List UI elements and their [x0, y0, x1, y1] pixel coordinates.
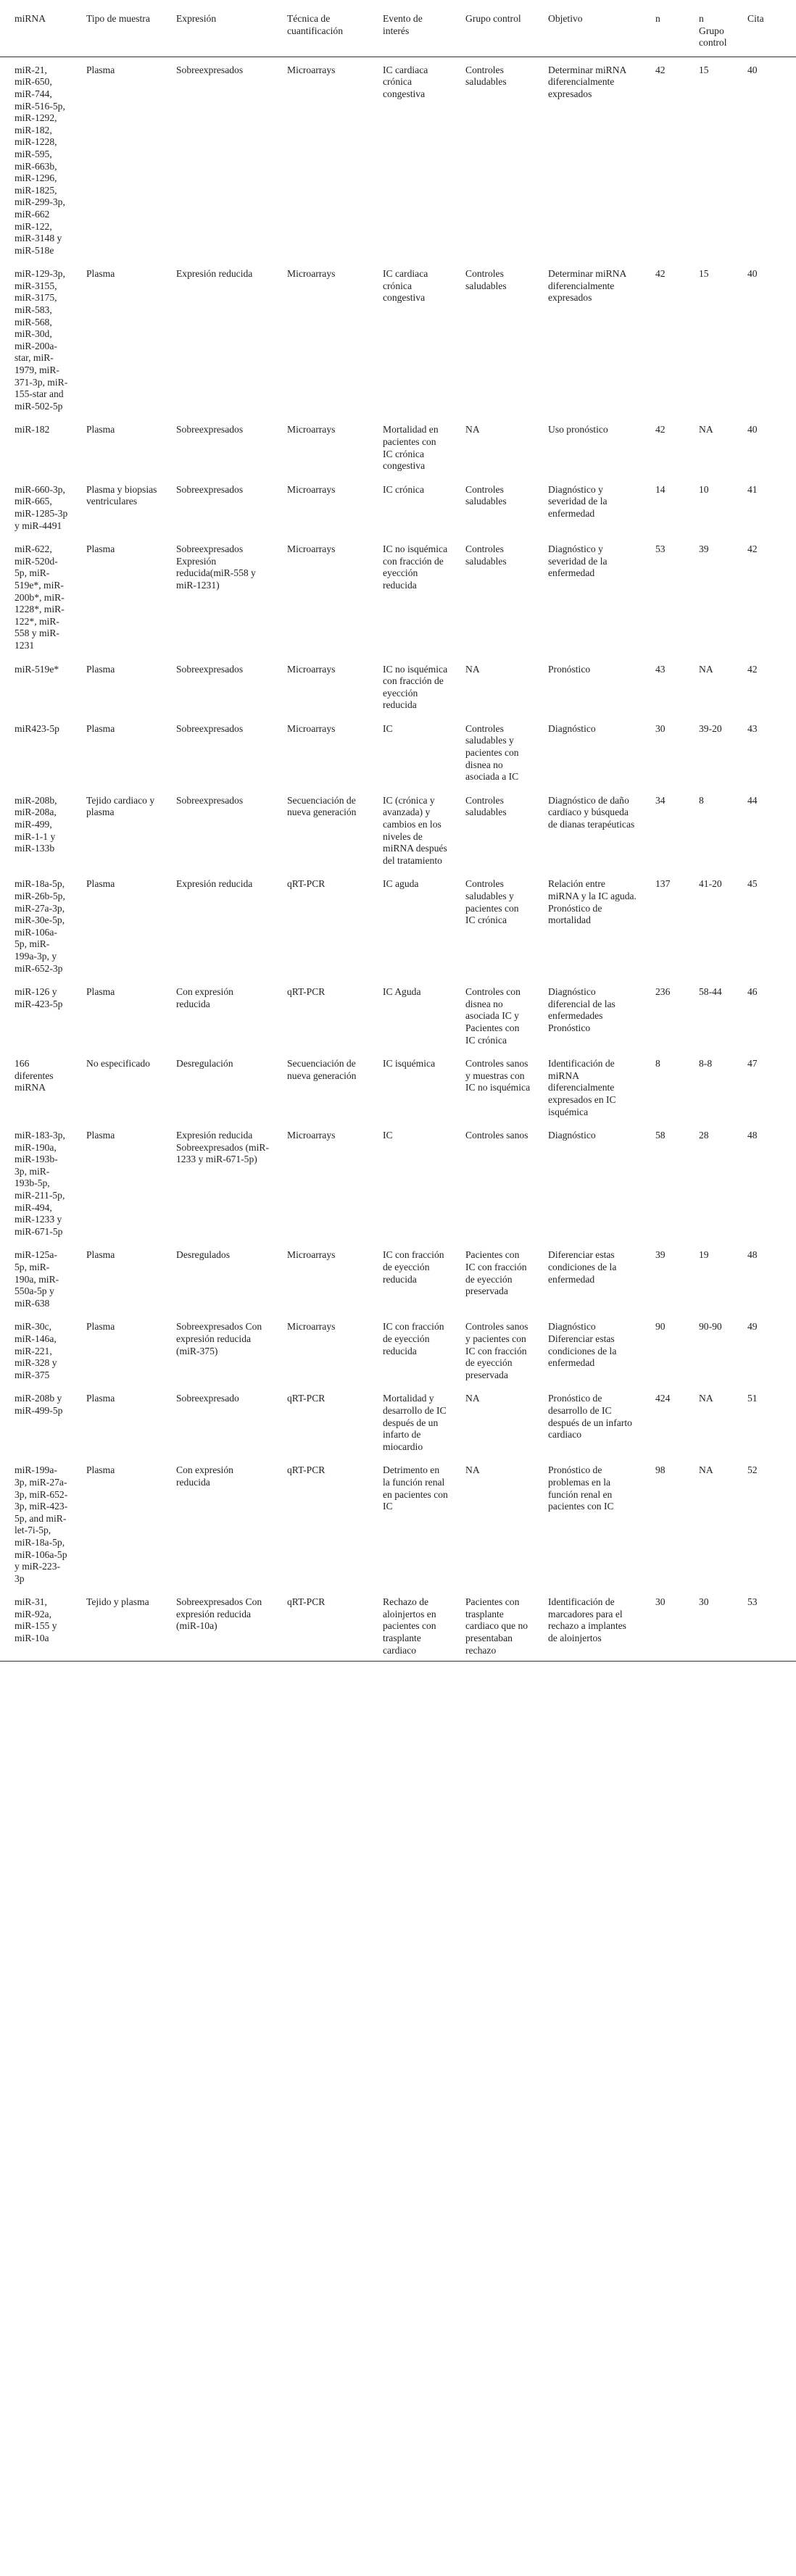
table-row [0, 477, 796, 536]
cell-n-grupo-control: 90-90 [699, 1321, 722, 1333]
cell-evento: Mortalidad en pacientes con IC crónica congestiva [383, 424, 439, 472]
cell-tecnica: Microarrays [287, 1249, 336, 1261]
cell-n-grupo-control: NA [699, 424, 713, 435]
cell-grupo-control: NA [465, 424, 480, 435]
header-objetivo: Objetivo [534, 6, 641, 57]
cell-grupo-control: Controles saludables [465, 543, 507, 567]
cell-n: 424 [655, 1393, 671, 1404]
cell-objetivo: Pronóstico [548, 663, 591, 675]
cell-mirna: miR-622, miR-520d-5p, miR-519e*, miR-200b*, miR-1228*, miR-122*, miR-558 y miR-1231 [14, 543, 65, 651]
cell-tecnica: Microarrays [287, 1130, 336, 1141]
cell-evento: IC con fracción de eyección reducida [383, 1249, 444, 1285]
cell-n-grupo-control: 41-20 [699, 878, 722, 890]
cell-objetivo: Determinar miRNA diferencialmente expresados [548, 64, 626, 99]
cell-n: 90 [655, 1321, 666, 1333]
cell-mirna: miR-31, miR-92a, miR-155 y miR-10a [0, 1589, 72, 1661]
cell-n-grupo-control: NA [699, 663, 713, 675]
cell-cita: 40 [747, 424, 758, 435]
cell-grupo-control: Pacientes con trasplante cardiaco que no presentaban rechazo [451, 1589, 534, 1661]
table-row [0, 1457, 796, 1589]
cell-expresion: Sobreexpresados Con expresión reducida (miR-10a) [162, 1589, 273, 1661]
cell-mirna: miR-660-3p, miR-665, miR-1285-3p y miR-4491 [14, 483, 68, 531]
cell-evento: IC crónica [383, 483, 424, 495]
cell-tipo-muestra: Plasma y biopsias ventriculares [86, 483, 157, 507]
cell-mirna: miR-199a-3p, miR-27a-3p, miR-652-3p, miR-423-5p, and miR-let-7i-5p, miR-18a-5p, miR-106a-5p y miR-223-3p [14, 1464, 68, 1584]
cell-objetivo: Diagnóstico y severidad de la enfermedad [548, 543, 608, 579]
cell-tipo-muestra: Plasma [86, 268, 115, 280]
cell-mirna: miR-519e* [14, 663, 59, 675]
cell-objetivo: Diagnóstico y severidad de la enfermedad [548, 483, 608, 519]
cell-expresion: Expresión reducida [176, 878, 253, 890]
cell-mirna: miR-129-3p, miR-3155, miR-3175, miR-583, miR-568, miR-30d, miR-200a-star, miR-1979, miR-371-3p, miR-155-star and miR-502-5p [14, 268, 68, 412]
cell-n-grupo-control: 8 [699, 794, 704, 806]
cell-evento: IC (crónica y avanzada) y cambios en los niveles de miRNA después del tratamiento [383, 794, 447, 866]
cell-grupo-control: NA [465, 1393, 480, 1404]
cell-expresion: Sobreexpresados [176, 794, 244, 806]
header-cita: Cita [733, 6, 796, 57]
header-tipo-muestra: Tipo de muestra [72, 6, 162, 57]
cell-mirna: miR-125a-5p, miR-190a, miR-550a-5p y miR-638 [14, 1249, 59, 1309]
cell-n: 42 [655, 424, 666, 435]
cell-tipo-muestra: Tejido cardiaco y plasma [86, 794, 155, 818]
cell-tecnica: qRT-PCR [287, 1464, 326, 1476]
cell-expresion: Expresión reducida Sobreexpresados (miR-1233 y miR-671-5p) [176, 1130, 269, 1165]
cell-expresion: Con expresión reducida [176, 986, 233, 1009]
table-row [0, 417, 796, 476]
cell-cita: 51 [747, 1393, 758, 1404]
cell-n-grupo-control: 28 [699, 1130, 709, 1141]
cell-tecnica: Microarrays [287, 543, 336, 555]
cell-grupo-control: NA [465, 663, 480, 675]
cell-tipo-muestra: Plasma [86, 1393, 115, 1404]
cell-expresion: Sobreexpresado [176, 1393, 239, 1404]
cell-tecnica: Microarrays [287, 663, 336, 675]
cell-grupo-control: Controles saludables [465, 483, 507, 507]
cell-expresion: Desregulación [176, 1058, 233, 1070]
cell-mirna: miR-208b, miR-208a, miR-499, miR-1-1 y miR-133b [14, 794, 57, 854]
cell-tipo-muestra: Plasma [86, 64, 115, 75]
cell-evento: Detrimento en la función renal en pacientes con IC [383, 1464, 448, 1512]
cell-n: 30 [641, 1589, 684, 1661]
cell-tipo-muestra: Plasma [86, 663, 115, 675]
header-grupo-control: Grupo control [451, 6, 534, 57]
cell-tecnica: Secuenciación de nueva generación [287, 794, 357, 818]
cell-tipo-muestra: Tejido y plasma [72, 1589, 162, 1661]
cell-grupo-control: Controles saludables [465, 64, 507, 88]
cell-tipo-muestra: Plasma [86, 878, 115, 890]
cell-tecnica: qRT-PCR [273, 1589, 368, 1661]
cell-tipo-muestra: Plasma [86, 986, 115, 998]
cell-cita: 42 [747, 663, 758, 675]
cell-tecnica: Microarrays [287, 268, 336, 280]
cell-evento: IC [383, 1130, 393, 1141]
cell-cita: 43 [747, 722, 758, 734]
cell-mirna: miR-126 y miR-423-5p [14, 986, 63, 1009]
cell-mirna: miR-183-3p, miR-190a, miR-193b-3p, miR-193b-5p, miR-211-5p, miR-494, miR-1233 y miR-671-5p [14, 1130, 65, 1237]
cell-n-grupo-control: 8-8 [699, 1058, 713, 1070]
cell-n-grupo-control: 15 [699, 268, 709, 280]
cell-cita: 45 [747, 878, 758, 890]
cell-n-grupo-control: 15 [699, 64, 709, 75]
cell-objetivo: Uso pronóstico [548, 424, 608, 435]
cell-evento: Rechazo de aloinjertos en pacientes con trasplante cardiaco [368, 1589, 451, 1661]
cell-n-grupo-control: 19 [699, 1249, 709, 1261]
cell-objetivo: Diferenciar estas condiciones de la enfermedad [548, 1249, 617, 1285]
cell-tipo-muestra: No especificado [86, 1058, 150, 1070]
mirna-table [0, 6, 796, 1662]
cell-expresion: Sobreexpresados [176, 663, 244, 675]
cell-objetivo: Relación entre miRNA y la IC aguda. Pronóstico de mortalidad [548, 878, 637, 926]
table-row [0, 1242, 796, 1314]
cell-n: 43 [655, 663, 666, 675]
header-n-grupo-control: n Grupo control [684, 6, 733, 57]
cell-grupo-control: Controles sanos [465, 1130, 528, 1141]
cell-n: 34 [655, 794, 666, 806]
cell-mirna: 166 diferentes miRNA [14, 1058, 54, 1093]
cell-evento: IC con fracción de eyección reducida [383, 1321, 444, 1356]
cell-n: 236 [655, 986, 671, 998]
cell-n-grupo-control: NA [699, 1393, 713, 1404]
table-row [0, 871, 796, 979]
header-evento: Evento de interés [368, 6, 451, 57]
table-row [0, 1122, 796, 1242]
cell-evento: IC [383, 722, 393, 734]
cell-cita: 47 [747, 1058, 758, 1070]
table-header-row [0, 6, 796, 57]
cell-n-grupo-control: 10 [699, 483, 709, 495]
cell-evento: IC isquémica [383, 1058, 436, 1070]
cell-n: 98 [655, 1464, 666, 1476]
cell-tipo-muestra: Plasma [86, 1130, 115, 1141]
cell-grupo-control: Pacientes con IC con fracción de eyección preservada [465, 1249, 527, 1297]
table-row [0, 536, 796, 656]
cell-cita: 42 [747, 543, 758, 555]
cell-evento: IC no isquémica con fracción de eyección reducida [383, 663, 448, 711]
cell-expresion: Sobreexpresados Expresión reducida(miR-558 y miR-1231) [176, 543, 256, 591]
cell-n-grupo-control: 39 [699, 543, 709, 555]
cell-grupo-control: Controles con disnea no asociada IC y Pacientes con IC crónica [465, 986, 521, 1046]
cell-tipo-muestra: Plasma [86, 424, 115, 435]
cell-tecnica: Microarrays [287, 722, 336, 734]
cell-n-grupo-control: 39-20 [699, 722, 722, 734]
cell-objetivo: Diagnóstico de daño cardiaco y búsqueda de dianas terapéuticas [548, 794, 635, 830]
cell-tipo-muestra: Plasma [86, 543, 115, 555]
cell-objetivo: Diagnóstico diferencial de las enfermedades Pronóstico [548, 986, 615, 1033]
cell-n: 42 [655, 268, 666, 280]
cell-mirna: miR423-5p [14, 722, 59, 734]
cell-cita: 52 [747, 1464, 758, 1476]
cell-cita: 48 [747, 1130, 758, 1141]
header-tecnica: Técnica de cuantificación [273, 6, 368, 57]
table-row [0, 788, 796, 872]
cell-grupo-control: Controles saludables y pacientes con IC crónica [465, 878, 519, 926]
cell-cita: 40 [747, 268, 758, 280]
cell-tipo-muestra: Plasma [86, 1249, 115, 1261]
cell-grupo-control: Controles sanos y muestras con IC no isquémica [465, 1058, 531, 1093]
cell-mirna: miR-182 [14, 424, 50, 435]
cell-n: 137 [655, 878, 671, 890]
cell-tecnica: Microarrays [287, 424, 336, 435]
cell-grupo-control: Controles saludables [465, 268, 507, 291]
cell-expresion: Sobreexpresados Con expresión reducida (miR-375) [176, 1321, 262, 1356]
cell-grupo-control: Controles saludables [465, 794, 507, 818]
cell-cita: 41 [747, 483, 758, 495]
cell-n: 42 [655, 64, 666, 75]
cell-objetivo: Diagnóstico Diferenciar estas condiciones de la enfermedad [548, 1321, 617, 1369]
cell-n-grupo-control: 58-44 [699, 986, 722, 998]
table-body [0, 57, 796, 1661]
cell-n: 8 [655, 1058, 660, 1070]
cell-n: 14 [655, 483, 666, 495]
table-row [0, 1314, 796, 1385]
cell-tecnica: Microarrays [287, 483, 336, 495]
cell-evento: IC cardiaca crónica congestiva [383, 64, 428, 99]
cell-objetivo: Pronóstico de desarrollo de IC después de un infarto cardiaco [548, 1393, 632, 1441]
cell-objetivo: Identificación de marcadores para el rechazo a implantes de aloinjertos [534, 1589, 641, 1661]
cell-tecnica: Microarrays [287, 1321, 336, 1333]
cell-expresion: Sobreexpresados [176, 722, 244, 734]
cell-grupo-control: Controles sanos y pacientes con IC con fracción de eyección preservada [465, 1321, 528, 1380]
cell-tecnica: qRT-PCR [287, 1393, 326, 1404]
cell-mirna: miR-21, miR-650, miR-744, miR-516-5p, miR-1292, miR-182, miR-1228, miR-595, miR-663b, miR-1296, miR-1825, miR-299-3p, miR-662 miR-122, miR-3148 y miR-518e [14, 64, 65, 256]
cell-objetivo: Pronóstico de problemas en la función renal en pacientes con IC [548, 1464, 614, 1512]
cell-tipo-muestra: Plasma [86, 1321, 115, 1333]
cell-n: 39 [655, 1249, 666, 1261]
table-row [0, 1589, 796, 1661]
cell-expresion: Sobreexpresados [176, 64, 244, 75]
table-row [0, 656, 796, 716]
cell-objetivo: Determinar miRNA diferencialmente expresados [548, 268, 626, 304]
cell-evento: IC cardiaca crónica congestiva [383, 268, 428, 304]
cell-cita: 40 [747, 64, 758, 75]
cell-mirna: miR-208b y miR-499-5p [14, 1393, 63, 1416]
cell-expresion: Desregulados [176, 1249, 230, 1261]
cell-n: 58 [655, 1130, 666, 1141]
cell-evento: IC aguda [383, 878, 419, 890]
cell-cita: 53 [733, 1589, 796, 1661]
table-row [0, 716, 796, 788]
cell-objetivo: Identificación de miRNA diferencialmente expresados en IC isquémica [548, 1058, 616, 1117]
cell-mirna: miR-30c, miR-146a, miR-221, miR-328 y miR-375 [14, 1321, 57, 1380]
cell-evento: Mortalidad y desarrollo de IC después de un infarto de miocardio [383, 1393, 447, 1452]
cell-objetivo: Diagnóstico [548, 1130, 596, 1141]
cell-cita: 49 [747, 1321, 758, 1333]
cell-cita: 44 [747, 794, 758, 806]
cell-tecnica: Secuenciación de nueva generación [287, 1058, 357, 1081]
cell-cita: 48 [747, 1249, 758, 1261]
cell-cita: 46 [747, 986, 758, 998]
cell-grupo-control: Controles saludables y pacientes con disnea no asociada a IC [465, 722, 519, 783]
cell-evento: IC no isquémica con fracción de eyección reducida [383, 543, 448, 591]
cell-evento: IC Aguda [383, 986, 421, 998]
cell-grupo-control: NA [465, 1464, 480, 1476]
cell-n-grupo-control: 30 [684, 1589, 733, 1661]
cell-mirna: miR-18a-5p, miR-26b-5p, miR-27a-3p, miR-30e-5p, miR-106a-5p, miR-199a-3p, y miR-652-3p [14, 878, 65, 974]
header-expresion: Expresión [162, 6, 273, 57]
cell-n: 30 [655, 722, 666, 734]
cell-tecnica: Microarrays [287, 64, 336, 75]
cell-tecnica: qRT-PCR [287, 986, 326, 998]
cell-expresion: Expresión reducida [176, 268, 253, 280]
cell-expresion: Con expresión reducida [176, 1464, 233, 1488]
table-row [0, 261, 796, 417]
cell-tecnica: qRT-PCR [287, 878, 326, 890]
cell-expresion: Sobreexpresados [176, 424, 244, 435]
table-row [0, 1051, 796, 1122]
table-row [0, 1385, 796, 1457]
header-n: n [641, 6, 684, 57]
header-mirna: miRNA [0, 6, 72, 57]
cell-tipo-muestra: Plasma [86, 722, 115, 734]
table-row [0, 57, 796, 261]
cell-tipo-muestra: Plasma [86, 1464, 115, 1476]
cell-objetivo: Diagnóstico [548, 722, 596, 734]
cell-n: 53 [655, 543, 666, 555]
cell-n-grupo-control: NA [699, 1464, 713, 1476]
cell-expresion: Sobreexpresados [176, 483, 244, 495]
table-row [0, 979, 796, 1051]
